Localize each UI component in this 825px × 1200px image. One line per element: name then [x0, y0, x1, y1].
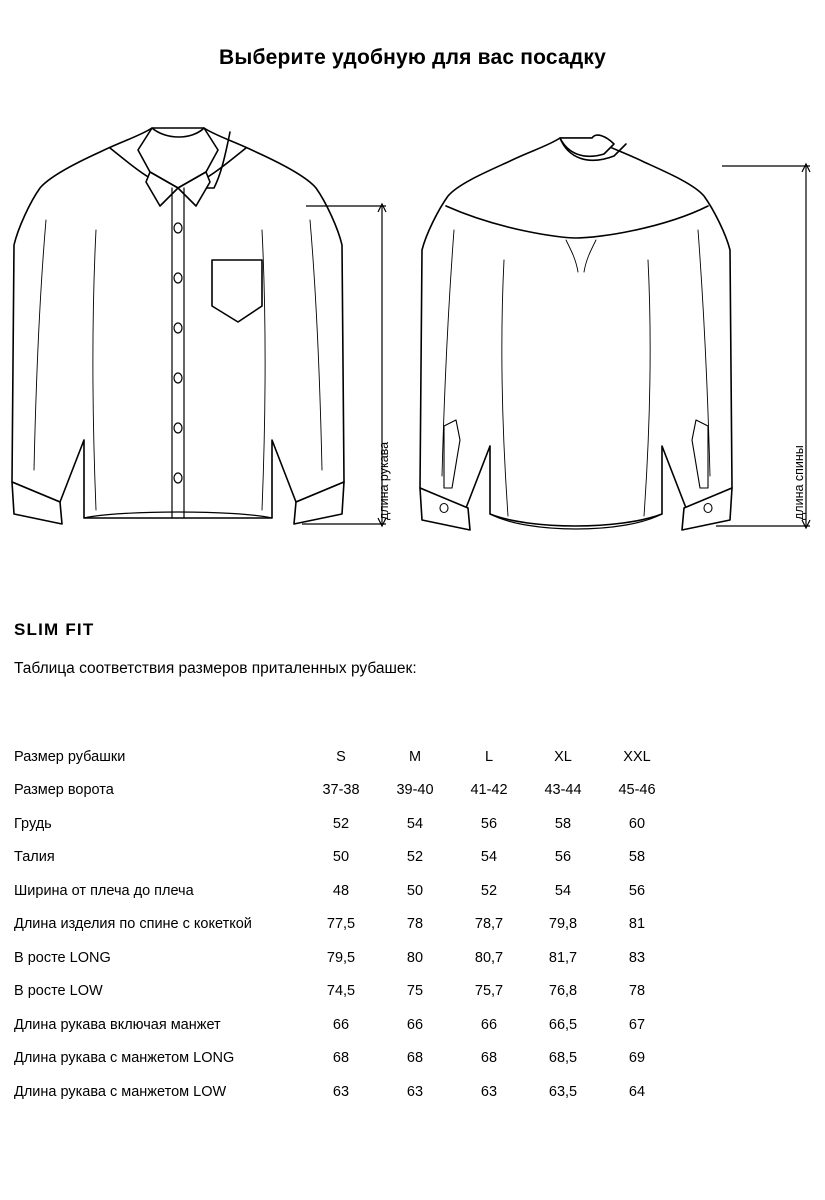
row-label: В росте LONG: [14, 949, 111, 966]
row-value: 66: [332, 1016, 350, 1033]
row-value: 43-44: [544, 782, 582, 799]
row-value: 83: [628, 949, 646, 966]
row-value: 76,8: [548, 983, 578, 1000]
row-value: 52: [332, 815, 350, 832]
row-value: 77,5: [326, 916, 356, 933]
row-value: 63: [480, 1083, 498, 1100]
row-value: 58: [628, 849, 646, 866]
page-title: Выберите удобную для вас посадку: [218, 46, 607, 69]
row-value: 80: [406, 949, 424, 966]
row-value: 75: [406, 983, 424, 1000]
row-value: 56: [554, 849, 572, 866]
row-value: 63: [406, 1083, 424, 1100]
row-value: 54: [554, 882, 572, 899]
row-value: 63,5: [548, 1083, 578, 1100]
row-value: 48: [332, 882, 350, 899]
table-header-row: [14, 740, 674, 774]
front-shirt-group: [12, 128, 344, 530]
row-value: 68,5: [548, 1050, 578, 1067]
row-label: В росте LOW: [14, 983, 103, 1000]
table-row: [14, 774, 674, 808]
table-header-cell: M: [408, 748, 422, 765]
row-value: 79,8: [548, 916, 578, 933]
table-row: [14, 1042, 674, 1076]
row-value: 81,7: [548, 949, 578, 966]
table-row: [14, 841, 674, 875]
row-value: 41-42: [470, 782, 508, 799]
row-label: Талия: [14, 849, 55, 866]
row-value: 68: [480, 1050, 498, 1067]
row-value: 58: [554, 815, 572, 832]
row-label: Длина рукава с манжетом LONG: [14, 1050, 235, 1067]
row-value: 64: [628, 1083, 646, 1100]
back-shirt-group: [420, 135, 732, 530]
row-label: Грудь: [14, 815, 52, 832]
table-header-cell: S: [336, 748, 346, 765]
row-value: 78: [628, 983, 646, 1000]
sleeve-length-label: длина рукава: [377, 441, 391, 520]
fit-description: Таблица соответствия размеров приталенных рубашек:: [14, 660, 417, 677]
row-value: 37-38: [322, 782, 360, 799]
row-label: Ширина от плеча до плеча: [14, 882, 194, 899]
row-value: 63: [332, 1083, 350, 1100]
row-value: 56: [628, 882, 646, 899]
row-value: 68: [406, 1050, 424, 1067]
shirt-illustration: [0, 110, 825, 570]
table-row: [14, 941, 674, 975]
row-value: 78: [406, 916, 424, 933]
shirt-diagrams-svg: [0, 110, 825, 570]
row-value: 74,5: [326, 983, 356, 1000]
row-value: 66,5: [548, 1016, 578, 1033]
row-value: 60: [628, 815, 646, 832]
row-value: 66: [406, 1016, 424, 1033]
table-row: [14, 1008, 674, 1042]
table-row: [14, 908, 674, 942]
row-value: 39-40: [396, 782, 434, 799]
row-label: Длина рукава с манжетом LOW: [14, 1083, 227, 1100]
row-value: 56: [480, 815, 498, 832]
table-header-cell: L: [484, 748, 494, 765]
row-value: 50: [332, 849, 350, 866]
table-row: [14, 975, 674, 1009]
table-row: [14, 807, 674, 841]
row-value: 66: [480, 1016, 498, 1033]
row-value: 68: [332, 1050, 350, 1067]
row-value: 54: [406, 815, 424, 832]
row-value: 52: [480, 882, 498, 899]
row-value: 69: [628, 1050, 646, 1067]
row-value: 79,5: [326, 949, 356, 966]
row-label: Размер ворота: [14, 782, 114, 799]
row-value: 81: [628, 916, 646, 933]
row-value: 67: [628, 1016, 646, 1033]
row-value: 80,7: [474, 949, 504, 966]
size-table: [14, 740, 674, 1109]
row-value: 75,7: [474, 983, 504, 1000]
table-header-cell: Размер рубашки: [14, 748, 126, 765]
table-row: [14, 1075, 674, 1109]
row-value: 52: [406, 849, 424, 866]
row-value: 45-46: [618, 782, 656, 799]
back-length-label: длина спины: [792, 445, 806, 520]
row-value: 54: [480, 849, 498, 866]
table-header-cell: XXL: [623, 748, 651, 765]
table-row: [14, 874, 674, 908]
row-label: Длина изделия по спине с кокеткой: [14, 916, 252, 933]
table-header-cell: XL: [554, 748, 572, 765]
row-label: Длина рукава включая манжет: [14, 1016, 221, 1033]
row-value: 50: [406, 882, 424, 899]
fit-name: SLIM FIT: [14, 620, 95, 639]
row-value: 78,7: [474, 916, 504, 933]
